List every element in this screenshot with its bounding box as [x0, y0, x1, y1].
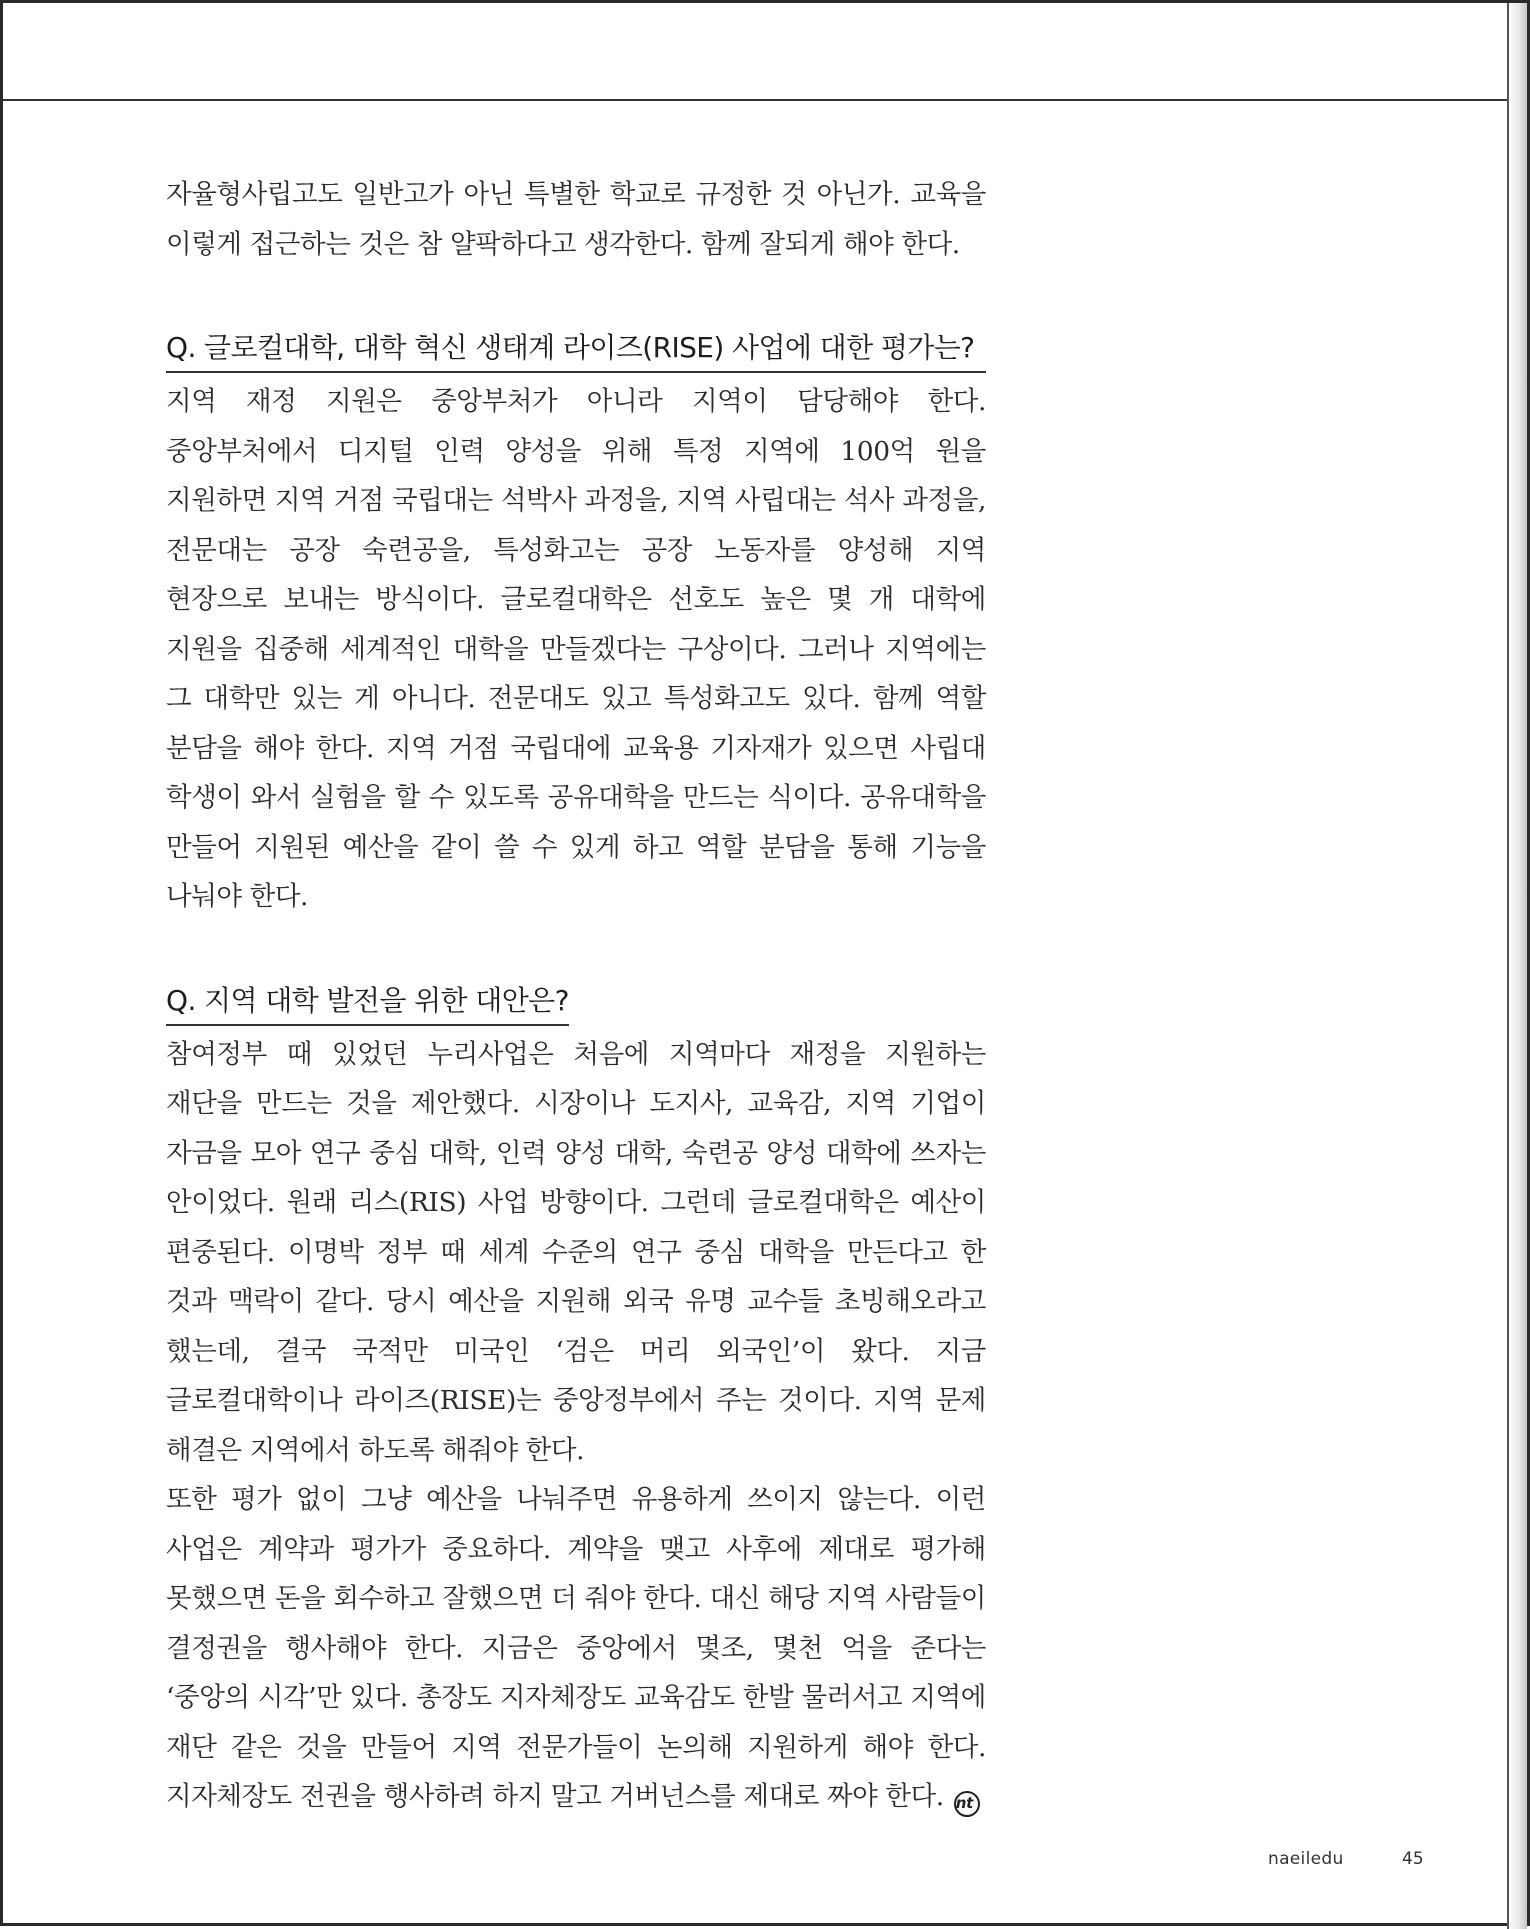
page-edge-shadow: [1507, 3, 1527, 1929]
footer-brand: naeiledu: [1268, 1849, 1344, 1869]
header-rule: [3, 99, 1519, 101]
article-end-mark-icon: nt: [954, 1791, 980, 1817]
page-number: 45: [1402, 1849, 1424, 1869]
question-heading-2: [166, 980, 986, 1026]
answer-paragraph-2b: [166, 1475, 986, 1822]
question-2-text: Q. 지역 대학 발전을 위한 대안은?: [166, 980, 569, 1026]
question-1-text: Q. 글로컬대학, 대학 혁신 생태계 라이즈(RISE) 사업에 대한 평가는?: [166, 327, 986, 373]
question-heading-1: [166, 327, 986, 373]
article-body: [166, 170, 986, 1822]
answer-paragraph-1: 지역 재정 지원은 중앙부처가 아니라 지역이 담당해야 한다. 중앙부처에서 디지털 인력 양성을 위해 특정 지역에 100억 원을 지원하면 지역 거점 국립대는 석박사 과정을, 지역 사립대는 석사 과정을, 전문대는 공장 숙련공을, 특성화고는 공장 노동자를 양성해 지역 현장으로 보내는 방식이다. 글로컬대학은 선호도 높은 몇 개 대학에 지원을 집중해 세계적인 대학을 만들겠다는 구상이다. 그러나 지역에는 그 대학만 있는 게 아니다. 전문대도 있고 특성화고도 있다. 함께 역할 분담을 해야 한다. 지역 거점 국립대에 교육용 기자재가 있으면 사립대 학생이 와서 실험을 할 수 있도록 공유대학을 만드는 식이다. 공유대학을 만들어 지원된 예산을 같이 쓸 수 있게 하고 역할 분담을 통해 기능을 나눠야 한다.: [166, 386, 986, 912]
answer-paragraph-2b-text: 또한 평가 없이 그냥 예산을 나눠주면 유용하게 쓰이지 않는다. 이런 사업은 계약과 평가가 중요하다. 계약을 맺고 사후에 제대로 평가해 못했으면 돈을 회수하고 잘했으면 더 줘야 한다. 대신 해당 지역 사람들이 결정권을 행사해야 한다. 지금은 중앙에서 몇조, 몇천 억을 준다는 ‘중앙의 시각’만 있다. 총장도 지자체장도 교육감도 한발 물러서고 지역에 재단 같은 것을 만들어 지역 전문가들이 논의해 지원하게 해야 한다. 지자체장도 전권을 행사하려 하지 말고 거버넌스를 제대로 짜야 한다.: [166, 1484, 986, 1812]
intro-paragraph: 자율형사립고도 일반고가 아닌 특별한 학교로 규정한 것 아닌가. 교육을 이렇게 접근하는 것은 참 얄팍하다고 생각한다. 함께 잘되게 해야 한다.: [166, 179, 986, 260]
answer-paragraph-2a: 참여정부 때 있었던 누리사업은 처음에 지역마다 재정을 지원하는 재단을 만드는 것을 제안했다. 시장이나 도지사, 교육감, 지역 기업이 자금을 모아 연구 중심 대학, 인력 양성 대학, 숙련공 양성 대학에 쓰자는 안이었다. 원래 리스(RIS) 사업 방향이다. 그런데 글로컬대학은 예산이 편중된다. 이명박 정부 때 세계 수준의 연구 중심 대학을 만든다고 한 것과 맥락이 같다. 당시 예산을 지원해 외국 유명 교수들 초빙해오라고 했는데, 결국 국적만 미국인 ‘검은 머리 외국인’이 왔다. 지금 글로컬대학이나 라이즈(RISE)는 중앙정부에서 주는 것이다. 지역 문제 해결은 지역에서 하도록 해줘야 한다.: [166, 1038, 986, 1466]
page-edge-line: [1507, 3, 1509, 1929]
